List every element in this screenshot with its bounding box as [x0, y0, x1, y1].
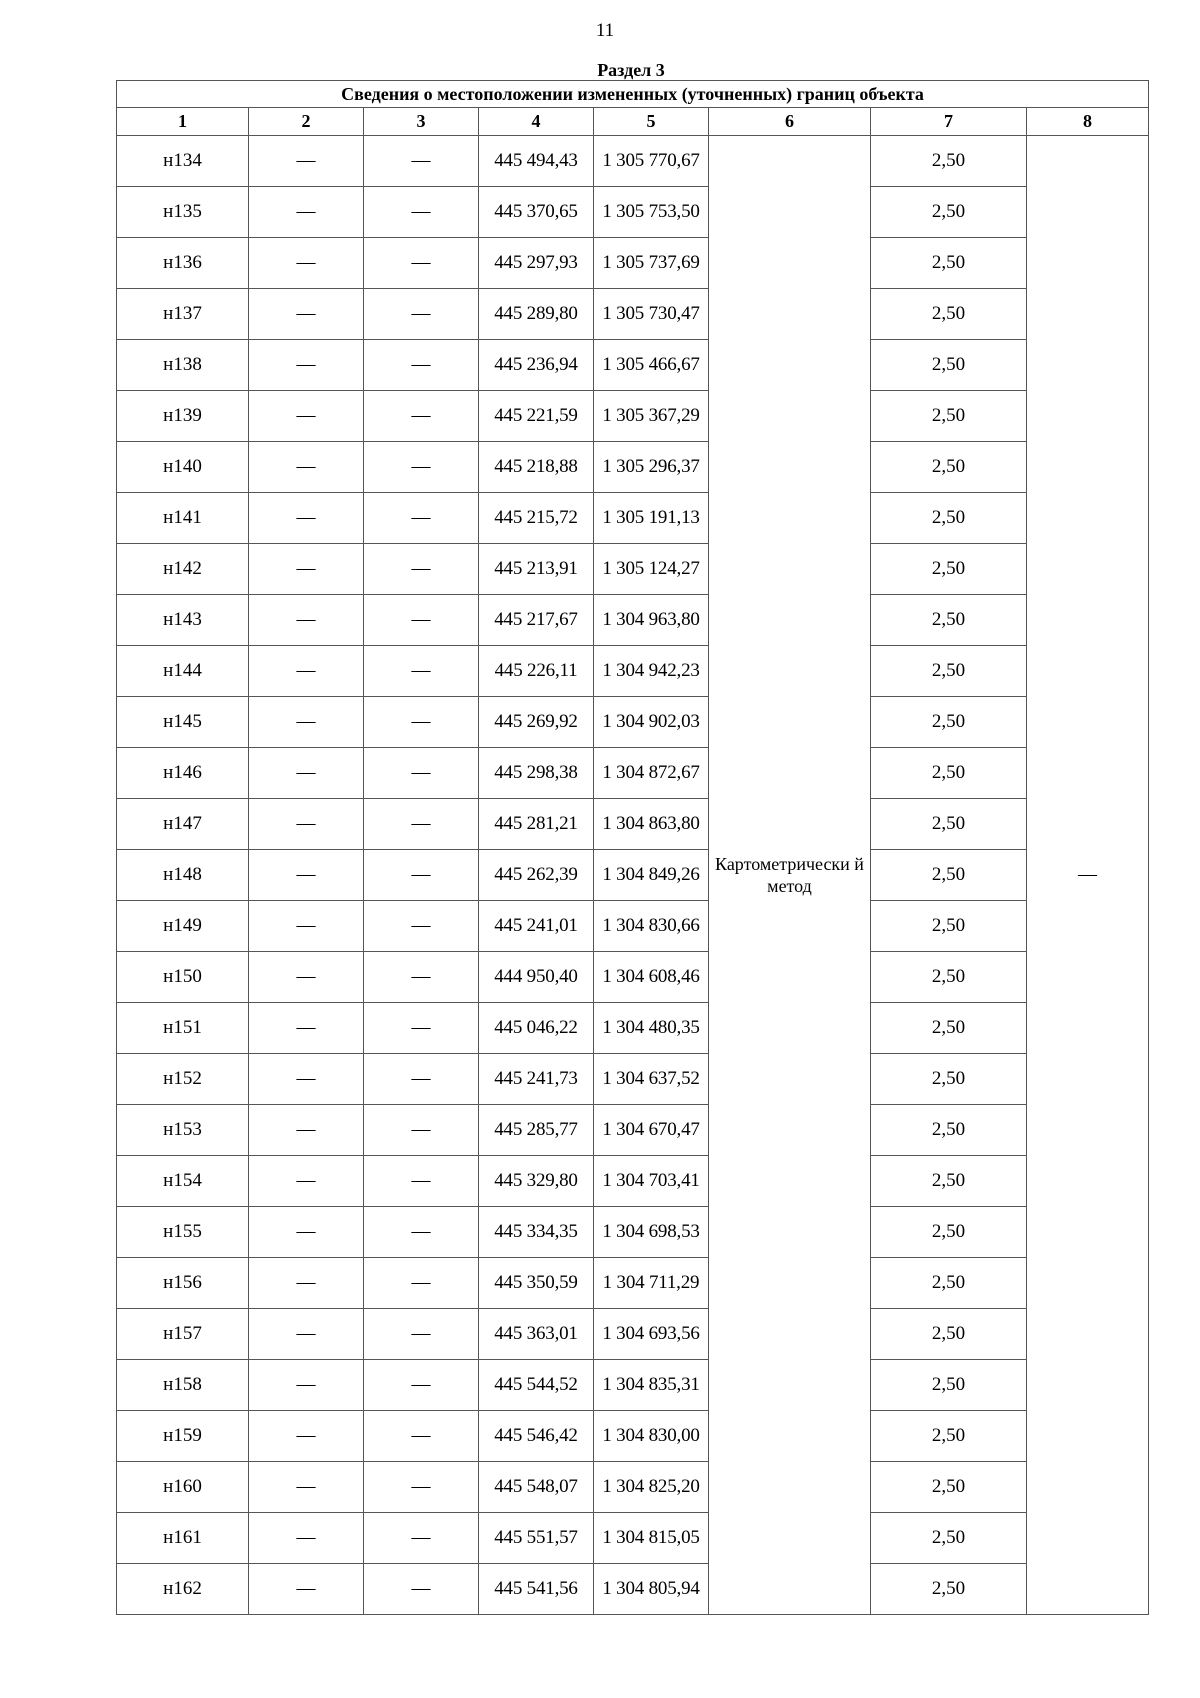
table-row — [117, 697, 1149, 748]
table-row — [117, 1309, 1149, 1360]
point-name-cell: н152 — [117, 1054, 249, 1105]
table-row — [117, 646, 1149, 697]
x-coordinate-cell: 445 551,57 — [479, 1513, 594, 1564]
column-2-cell: — — [249, 1411, 364, 1462]
table-row — [117, 493, 1149, 544]
column-2-cell: — — [249, 391, 364, 442]
point-name-cell: н137 — [117, 289, 249, 340]
point-name-cell: н149 — [117, 901, 249, 952]
column-3-cell: — — [364, 340, 479, 391]
accuracy-cell: 2,50 — [871, 595, 1027, 646]
column-3-cell: — — [364, 187, 479, 238]
accuracy-cell: 2,50 — [871, 646, 1027, 697]
table-row — [117, 187, 1149, 238]
column-3-cell: — — [364, 1054, 479, 1105]
column-2-cell: — — [249, 289, 364, 340]
point-name-cell: н160 — [117, 1462, 249, 1513]
point-name-cell: н155 — [117, 1207, 249, 1258]
column-2-cell: — — [249, 850, 364, 901]
column-2-cell: — — [249, 697, 364, 748]
point-name-cell: н151 — [117, 1003, 249, 1054]
point-name-cell: н161 — [117, 1513, 249, 1564]
column-3-cell: — — [364, 442, 479, 493]
x-coordinate-cell: 444 950,40 — [479, 952, 594, 1003]
column-3-cell: — — [364, 697, 479, 748]
x-coordinate-cell: 445 329,80 — [479, 1156, 594, 1207]
accuracy-cell: 2,50 — [871, 901, 1027, 952]
table-row — [117, 1003, 1149, 1054]
x-coordinate-cell: 445 370,65 — [479, 187, 594, 238]
table-row — [117, 238, 1149, 289]
accuracy-cell: 2,50 — [871, 1105, 1027, 1156]
accuracy-cell: 2,50 — [871, 340, 1027, 391]
column-2-cell: — — [249, 1054, 364, 1105]
column-header: 4 — [479, 108, 594, 136]
accuracy-cell: 2,50 — [871, 697, 1027, 748]
x-coordinate-cell: 445 548,07 — [479, 1462, 594, 1513]
y-coordinate-cell: 1 304 963,80 — [594, 595, 709, 646]
table-row — [117, 544, 1149, 595]
column-2-cell: — — [249, 646, 364, 697]
x-coordinate-cell: 445 285,77 — [479, 1105, 594, 1156]
point-name-cell: н135 — [117, 187, 249, 238]
x-coordinate-cell: 445 494,43 — [479, 136, 594, 187]
accuracy-cell: 2,50 — [871, 952, 1027, 1003]
point-name-cell: н138 — [117, 340, 249, 391]
accuracy-cell: 2,50 — [871, 748, 1027, 799]
x-coordinate-cell: 445 217,67 — [479, 595, 594, 646]
y-coordinate-cell: 1 304 698,53 — [594, 1207, 709, 1258]
x-coordinate-cell: 445 218,88 — [479, 442, 594, 493]
point-name-cell: н148 — [117, 850, 249, 901]
column-3-cell: — — [364, 544, 479, 595]
column-3-cell: — — [364, 748, 479, 799]
point-name-cell: н140 — [117, 442, 249, 493]
point-name-cell: н146 — [117, 748, 249, 799]
column-2-cell: — — [249, 799, 364, 850]
column-3-cell: — — [364, 289, 479, 340]
table-row — [117, 1207, 1149, 1258]
x-coordinate-cell: 445 363,01 — [479, 1309, 594, 1360]
point-name-cell: н134 — [117, 136, 249, 187]
point-name-cell: н143 — [117, 595, 249, 646]
column-2-cell: — — [249, 1156, 364, 1207]
table-caption: Сведения о местоположении измененных (уточненных) границ объекта — [117, 81, 1149, 108]
point-name-cell: н154 — [117, 1156, 249, 1207]
point-name-cell: н150 — [117, 952, 249, 1003]
column-2-cell: — — [249, 1207, 364, 1258]
point-name-cell: н144 — [117, 646, 249, 697]
column-3-cell: — — [364, 1156, 479, 1207]
y-coordinate-cell: 1 305 296,37 — [594, 442, 709, 493]
column-3-cell: — — [364, 493, 479, 544]
y-coordinate-cell: 1 304 849,26 — [594, 850, 709, 901]
table-row — [117, 442, 1149, 493]
y-coordinate-cell: 1 304 825,20 — [594, 1462, 709, 1513]
column-header: 6 — [709, 108, 871, 136]
x-coordinate-cell: 445 269,92 — [479, 697, 594, 748]
table-row — [117, 952, 1149, 1003]
x-coordinate-cell: 445 334,35 — [479, 1207, 594, 1258]
column-3-cell: — — [364, 1360, 479, 1411]
accuracy-cell: 2,50 — [871, 1207, 1027, 1258]
column-3-cell: — — [364, 1003, 479, 1054]
table-caption-row — [117, 81, 1149, 108]
table-row — [117, 799, 1149, 850]
column-2-cell: — — [249, 1513, 364, 1564]
y-coordinate-cell: 1 304 863,80 — [594, 799, 709, 850]
accuracy-cell: 2,50 — [871, 442, 1027, 493]
table-row — [117, 1411, 1149, 1462]
table-row — [117, 136, 1149, 187]
column-3-cell: — — [364, 646, 479, 697]
column-3-cell: — — [364, 1564, 479, 1615]
point-name-cell: н136 — [117, 238, 249, 289]
section-title: Раздел 3 — [597, 60, 665, 80]
point-name-cell: н156 — [117, 1258, 249, 1309]
table-row — [117, 289, 1149, 340]
accuracy-cell: 2,50 — [871, 1462, 1027, 1513]
page-number: 11 — [595, 20, 615, 41]
x-coordinate-cell: 445 541,56 — [479, 1564, 594, 1615]
y-coordinate-cell: 1 304 637,52 — [594, 1054, 709, 1105]
column-2-cell: — — [249, 595, 364, 646]
accuracy-cell: 2,50 — [871, 1258, 1027, 1309]
column-3-cell: — — [364, 1411, 479, 1462]
column-3-cell: — — [364, 1513, 479, 1564]
column-header: 8 — [1027, 108, 1149, 136]
y-coordinate-cell: 1 304 670,47 — [594, 1105, 709, 1156]
table-row — [117, 1462, 1149, 1513]
y-coordinate-cell: 1 304 942,23 — [594, 646, 709, 697]
y-coordinate-cell: 1 305 466,67 — [594, 340, 709, 391]
column-3-cell: — — [364, 1258, 479, 1309]
column-header: 3 — [364, 108, 479, 136]
column-2-cell: — — [249, 1360, 364, 1411]
point-name-cell: н153 — [117, 1105, 249, 1156]
accuracy-cell: 2,50 — [871, 187, 1027, 238]
x-coordinate-cell: 445 226,11 — [479, 646, 594, 697]
y-coordinate-cell: 1 305 737,69 — [594, 238, 709, 289]
x-coordinate-cell: 445 289,80 — [479, 289, 594, 340]
column-2-cell: — — [249, 493, 364, 544]
table-row — [117, 748, 1149, 799]
accuracy-cell: 2,50 — [871, 391, 1027, 442]
table-row — [117, 595, 1149, 646]
x-coordinate-cell: 445 350,59 — [479, 1258, 594, 1309]
column-2-cell: — — [249, 442, 364, 493]
y-coordinate-cell: 1 304 805,94 — [594, 1564, 709, 1615]
accuracy-cell: 2,50 — [871, 544, 1027, 595]
y-coordinate-cell: 1 304 703,41 — [594, 1156, 709, 1207]
accuracy-cell: 2,50 — [871, 289, 1027, 340]
column-3-cell: — — [364, 1309, 479, 1360]
x-coordinate-cell: 445 298,38 — [479, 748, 594, 799]
column-3-cell: — — [364, 952, 479, 1003]
column-3-cell: — — [364, 136, 479, 187]
column-header: 2 — [249, 108, 364, 136]
y-coordinate-cell: 1 304 693,56 — [594, 1309, 709, 1360]
column-3-cell: — — [364, 799, 479, 850]
column-3-cell: — — [364, 238, 479, 289]
accuracy-cell: 2,50 — [871, 1360, 1027, 1411]
column-2-cell: — — [249, 1258, 364, 1309]
y-coordinate-cell: 1 305 367,29 — [594, 391, 709, 442]
column-2-cell: — — [249, 544, 364, 595]
y-coordinate-cell: 1 304 835,31 — [594, 1360, 709, 1411]
table-row — [117, 1513, 1149, 1564]
column-8-cell: — — [1027, 136, 1149, 1615]
y-coordinate-cell: 1 304 830,66 — [594, 901, 709, 952]
y-coordinate-cell: 1 304 480,35 — [594, 1003, 709, 1054]
column-2-cell: — — [249, 136, 364, 187]
x-coordinate-cell: 445 297,93 — [479, 238, 594, 289]
y-coordinate-cell: 1 305 730,47 — [594, 289, 709, 340]
y-coordinate-cell: 1 304 608,46 — [594, 952, 709, 1003]
accuracy-cell: 2,50 — [871, 799, 1027, 850]
y-coordinate-cell: 1 304 902,03 — [594, 697, 709, 748]
point-name-cell: н141 — [117, 493, 249, 544]
point-name-cell: н147 — [117, 799, 249, 850]
column-header: 5 — [594, 108, 709, 136]
table-row — [117, 850, 1149, 901]
column-2-cell: — — [249, 1105, 364, 1156]
table-row — [117, 1054, 1149, 1105]
column-3-cell: — — [364, 391, 479, 442]
column-3-cell: — — [364, 1207, 479, 1258]
y-coordinate-cell: 1 305 770,67 — [594, 136, 709, 187]
column-2-cell: — — [249, 187, 364, 238]
method-cell: Картометрически й метод — [709, 136, 871, 1615]
point-name-cell: н145 — [117, 697, 249, 748]
column-3-cell: — — [364, 595, 479, 646]
table-row — [117, 391, 1149, 442]
accuracy-cell: 2,50 — [871, 850, 1027, 901]
accuracy-cell: 2,50 — [871, 136, 1027, 187]
x-coordinate-cell: 445 213,91 — [479, 544, 594, 595]
point-name-cell: н162 — [117, 1564, 249, 1615]
column-header: 1 — [117, 108, 249, 136]
table-row — [117, 1156, 1149, 1207]
point-name-cell: н157 — [117, 1309, 249, 1360]
x-coordinate-cell: 445 241,73 — [479, 1054, 594, 1105]
table-row — [117, 1258, 1149, 1309]
table-row — [117, 1564, 1149, 1615]
accuracy-cell: 2,50 — [871, 1003, 1027, 1054]
column-header: 7 — [871, 108, 1027, 136]
x-coordinate-cell: 445 544,52 — [479, 1360, 594, 1411]
accuracy-cell: 2,50 — [871, 238, 1027, 289]
point-name-cell: н142 — [117, 544, 249, 595]
accuracy-cell: 2,50 — [871, 1411, 1027, 1462]
column-3-cell: — — [364, 1105, 479, 1156]
table-row — [117, 1360, 1149, 1411]
column-2-cell: — — [249, 748, 364, 799]
point-name-cell: н159 — [117, 1411, 249, 1462]
table-row — [117, 1105, 1149, 1156]
accuracy-cell: 2,50 — [871, 1156, 1027, 1207]
y-coordinate-cell: 1 305 191,13 — [594, 493, 709, 544]
x-coordinate-cell: 445 215,72 — [479, 493, 594, 544]
accuracy-cell: 2,50 — [871, 493, 1027, 544]
x-coordinate-cell: 445 241,01 — [479, 901, 594, 952]
point-name-cell: н139 — [117, 391, 249, 442]
table-row — [117, 340, 1149, 391]
y-coordinate-cell: 1 304 830,00 — [594, 1411, 709, 1462]
column-2-cell: — — [249, 1462, 364, 1513]
column-2-cell: — — [249, 238, 364, 289]
column-2-cell: — — [249, 1564, 364, 1615]
y-coordinate-cell: 1 305 753,50 — [594, 187, 709, 238]
y-coordinate-cell: 1 304 872,67 — [594, 748, 709, 799]
point-name-cell: н158 — [117, 1360, 249, 1411]
column-3-cell: — — [364, 1462, 479, 1513]
x-coordinate-cell: 445 546,42 — [479, 1411, 594, 1462]
x-coordinate-cell: 445 236,94 — [479, 340, 594, 391]
column-2-cell: — — [249, 340, 364, 391]
column-header-row — [117, 108, 1149, 136]
table-row — [117, 901, 1149, 952]
accuracy-cell: 2,50 — [871, 1564, 1027, 1615]
column-2-cell: — — [249, 1003, 364, 1054]
column-2-cell: — — [249, 1309, 364, 1360]
column-2-cell: — — [249, 952, 364, 1003]
y-coordinate-cell: 1 305 124,27 — [594, 544, 709, 595]
accuracy-cell: 2,50 — [871, 1513, 1027, 1564]
column-2-cell: — — [249, 901, 364, 952]
accuracy-cell: 2,50 — [871, 1054, 1027, 1105]
boundary-coordinates-table — [116, 80, 1149, 1615]
x-coordinate-cell: 445 262,39 — [479, 850, 594, 901]
y-coordinate-cell: 1 304 815,05 — [594, 1513, 709, 1564]
y-coordinate-cell: 1 304 711,29 — [594, 1258, 709, 1309]
x-coordinate-cell: 445 281,21 — [479, 799, 594, 850]
x-coordinate-cell: 445 046,22 — [479, 1003, 594, 1054]
accuracy-cell: 2,50 — [871, 1309, 1027, 1360]
x-coordinate-cell: 445 221,59 — [479, 391, 594, 442]
column-3-cell: — — [364, 850, 479, 901]
column-3-cell: — — [364, 901, 479, 952]
